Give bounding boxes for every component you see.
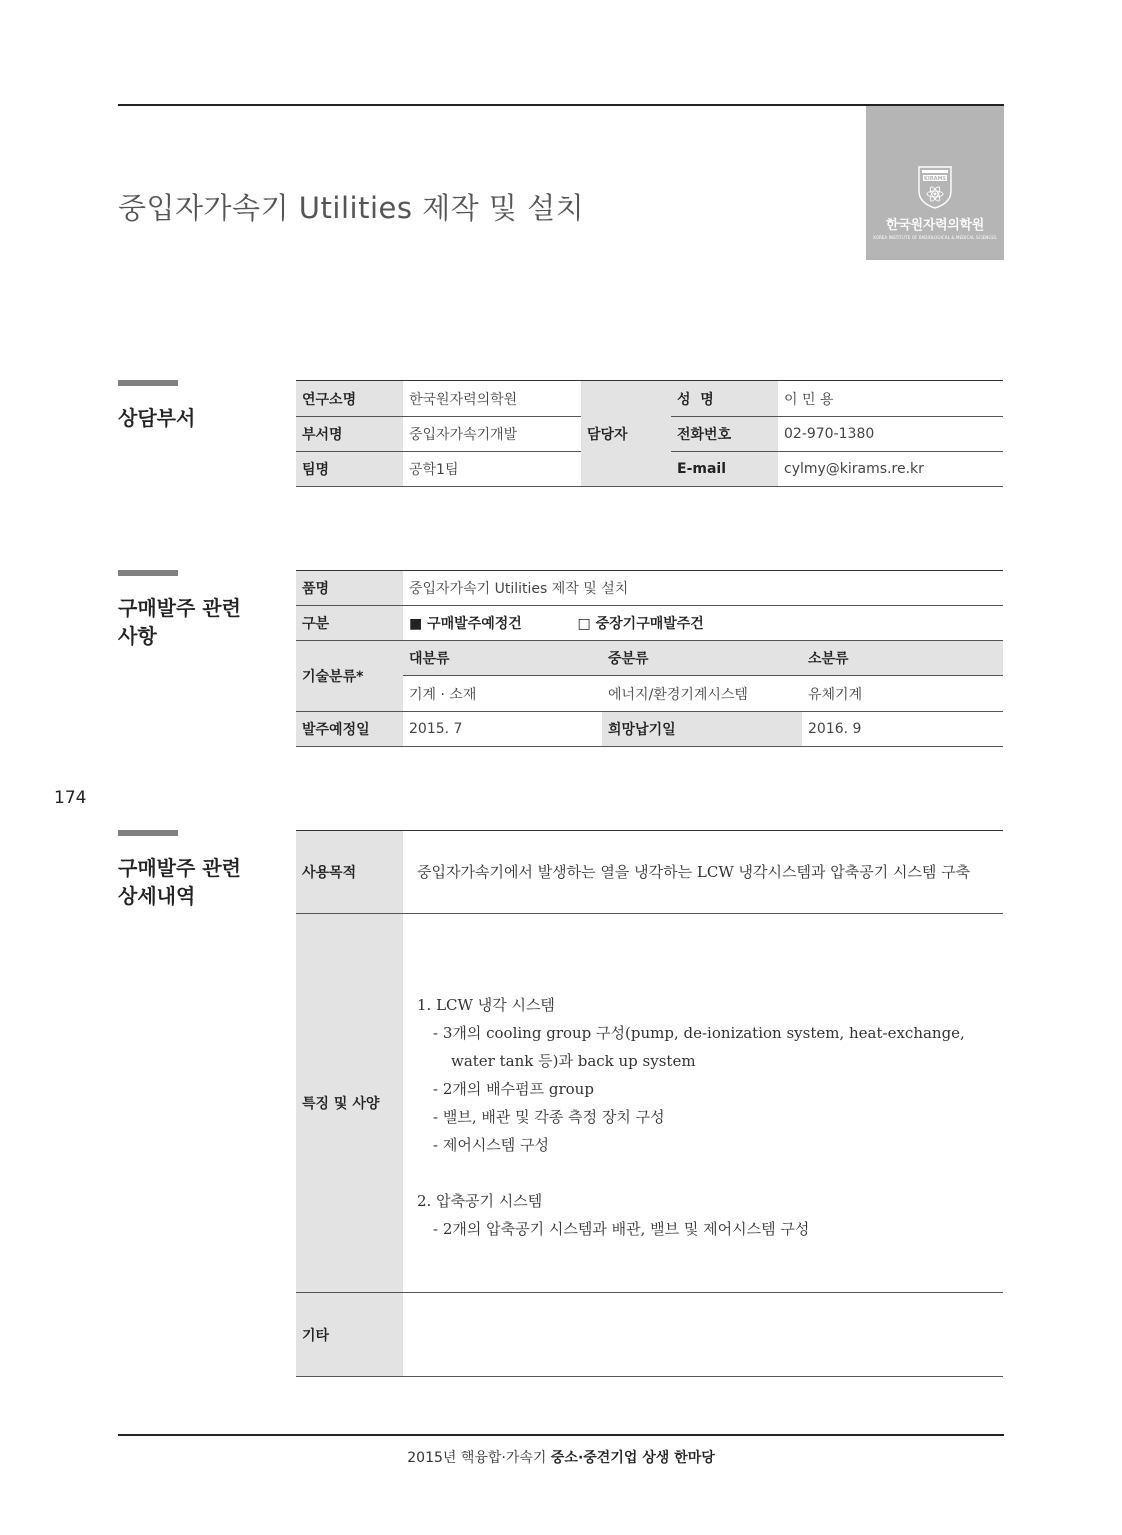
- tech-class-label: 기술분류*: [296, 641, 403, 712]
- name-value: 이 민 용: [778, 381, 1003, 417]
- type-label: 구분: [296, 606, 403, 641]
- spec-item-control: - 제어시스템 구성: [433, 1136, 550, 1154]
- dept-value: 중입자가속기개발: [403, 417, 581, 452]
- phone-value: 02-970-1380: [778, 417, 1003, 452]
- consult-table: [296, 380, 1003, 487]
- spec-value: [403, 914, 1003, 1293]
- spec-item-cooling-group-cont: water tank 등)과 back up system: [451, 1052, 696, 1070]
- spec-item-valves: - 밸브, 배관 및 각종 측정 장치 구성: [433, 1108, 665, 1126]
- item-label: 품명: [296, 571, 403, 606]
- phone-label: 전화번호: [671, 417, 778, 452]
- footer: [0, 1447, 1122, 1467]
- minor-label: 소분류: [802, 641, 1003, 676]
- type-option-planned: ■ 구매발주예정건: [409, 616, 522, 632]
- section-title-consult: 상담부서: [118, 406, 196, 430]
- spec-item-cooling-group: - 3개의 cooling group 구성(pump, de-ionization system, heat-exchange,: [433, 1024, 965, 1042]
- etc-label: 기타: [296, 1293, 403, 1377]
- kirams-emblem-icon: [915, 164, 955, 210]
- footer-event-year: 2015년 핵융합·가속기: [407, 1450, 551, 1466]
- spec-item-drain-pump: - 2개의 배수펌프 group: [433, 1080, 594, 1098]
- institute-label: 연구소명: [296, 381, 403, 417]
- delivery-date-value: 2016. 9: [802, 712, 1003, 747]
- institute-value: 한국원자력의학원: [403, 381, 581, 417]
- dept-label: 부서명: [296, 417, 403, 452]
- section-title-purchase: 구매발주 관련 사항: [118, 596, 241, 648]
- purchase-table: [296, 570, 1003, 747]
- middle-value: 에너지/환경기계시스템: [602, 676, 802, 712]
- purpose-label: 사용목적: [296, 831, 403, 914]
- bottom-rule: [118, 1434, 1004, 1436]
- section-title-detail: 구매발주 관련 상세내역: [118, 856, 241, 908]
- svg-text:KIRAMS: KIRAMS: [923, 176, 947, 182]
- type-option-longterm: □ 중장기구매발주건: [577, 616, 704, 632]
- email-label: E-mail: [671, 452, 778, 487]
- major-label: 대분류: [403, 641, 602, 676]
- spec-label: 특징 및 사양: [296, 914, 403, 1293]
- email-value: cylmy@kirams.re.kr: [778, 452, 1003, 487]
- major-value: 기계 · 소재: [403, 676, 602, 712]
- section-marker-purchase: [118, 570, 178, 576]
- purpose-value: 중입자가속기에서 발생하는 열을 냉각하는 LCW 냉각시스템과 압축공기 시스템 구축: [403, 831, 1003, 914]
- order-date-label: 발주예정일: [296, 712, 403, 747]
- item-value: 중입자가속기 Utilities 제작 및 설치: [403, 571, 1003, 606]
- middle-label: 중분류: [602, 641, 802, 676]
- contact-label: 담당자: [581, 381, 671, 487]
- name-label: 성 명: [671, 381, 778, 417]
- logo-institute-name: 한국원자력의학원: [885, 218, 985, 233]
- page-number: 174: [54, 788, 87, 808]
- section-marker-consult: [118, 380, 178, 386]
- etc-value: [403, 1293, 1003, 1377]
- spec-heading-lcw: 1. LCW 냉각 시스템: [417, 996, 555, 1014]
- team-value: 공학1팀: [403, 452, 581, 487]
- page-title: 중입자가속기 Utilities 제작 및 설치: [118, 191, 585, 225]
- spec-heading-air: 2. 압축공기 시스템: [417, 1192, 543, 1210]
- detail-table: [296, 830, 1003, 1377]
- order-date-value: 2015. 7: [403, 712, 602, 747]
- footer-event-title: 중소·중견기업 상생 한마당: [550, 1450, 715, 1466]
- team-label: 팀명: [296, 452, 403, 487]
- spec-item-air-system: - 2개의 압축공기 시스템과 배관, 밸브 및 제어시스템 구성: [433, 1220, 810, 1238]
- logo-institute-subtitle: KOREA INSTITUTE OF RADIOLOGICAL & MEDICAL SCIENCES: [873, 235, 997, 240]
- minor-value: 유체기계: [802, 676, 1003, 712]
- institute-logo: [866, 106, 1004, 260]
- section-marker-detail: [118, 830, 178, 836]
- delivery-date-label: 희망납기일: [602, 712, 802, 747]
- type-options: [403, 606, 1003, 641]
